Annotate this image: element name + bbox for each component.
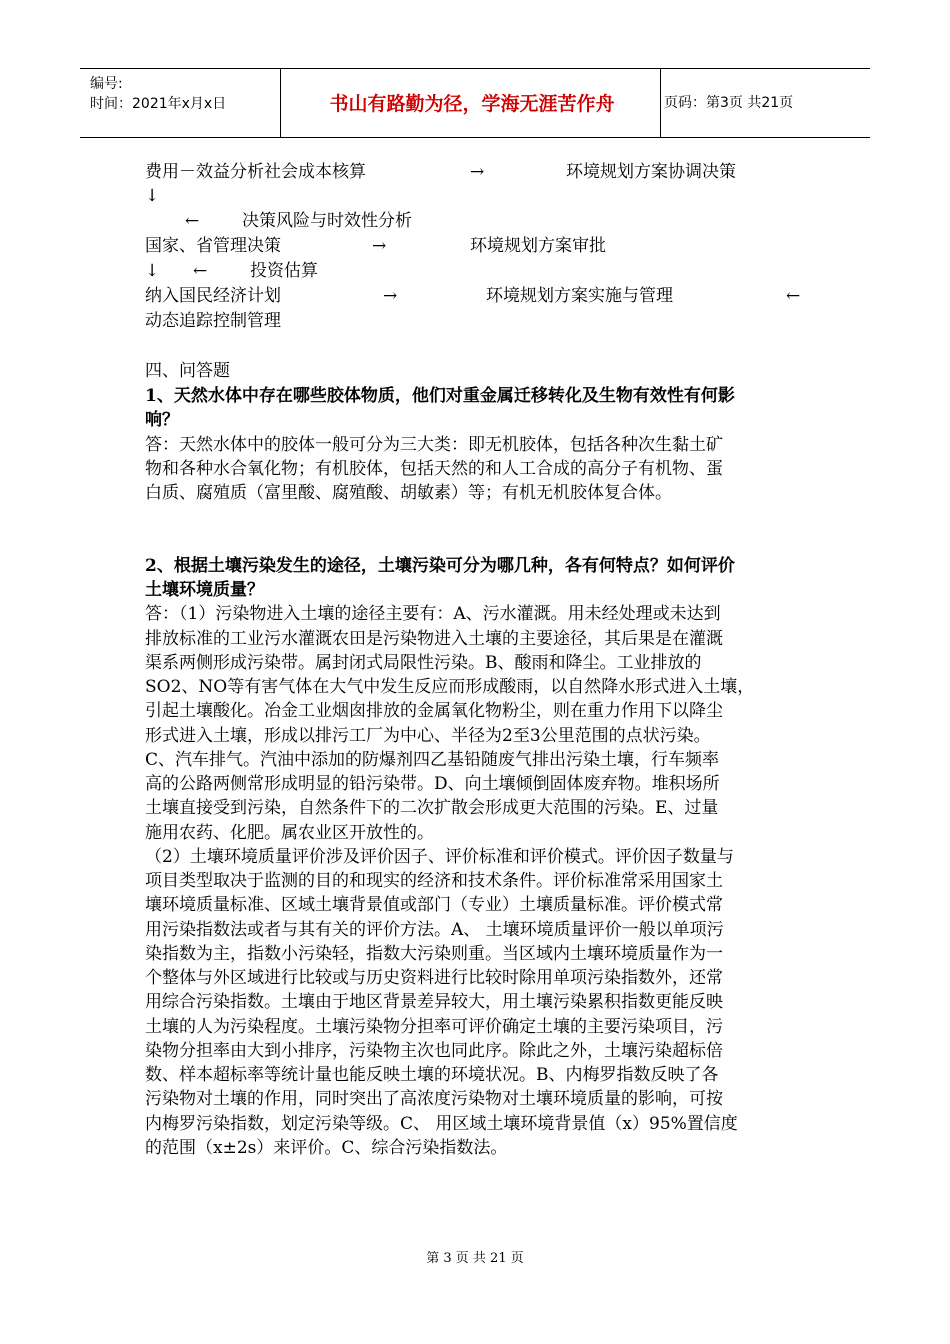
body-line: C、汽车排气。汽油中添加的防爆剂四乙基铅随废气排出污染土壤，行车频率 (145, 749, 720, 770)
header-left (90, 74, 226, 114)
body-line: 染指数为主，指数小污染轻，指数大污染则重。当区域内土壤环境质量作为一 (145, 943, 723, 964)
body-line: 1、天然水体中存在哪些胶体物质，他们对重金属迁移转化及生物有效性有何影 (145, 386, 735, 406)
body-line: 染物分担率由大到小排序，污染物主次也同此序。除此之外，土壤污染超标倍 (145, 1040, 723, 1061)
body-line: 2、根据土壤污染发生的途径，土壤污染可分为哪几种，各有何特点？如何评价 (145, 555, 735, 576)
flow-r6-arrow2: ← (786, 286, 801, 306)
flow-r1-left: 费用－效益分析社会成本核算 (145, 162, 366, 182)
flow-r5-down: ↓ (145, 261, 160, 281)
body-line: 壤环境质量标准、区域土壤背景值或部门（专业）土壤质量标准。评价模式常 (145, 895, 723, 916)
body-line: 高的公路两侧常形成明显的铅污染带。D、向土壤倾倒固体废弃物。堆积场所 (145, 774, 720, 794)
body-line: 土壤直接受到污染，自然条件下的二次扩散会形成更大范围的污染。E、过量 (145, 798, 719, 819)
page-footer: 第 3 页 共 21 页 (426, 1251, 524, 1266)
body-line: SO2、NO等有害气体在大气中发生反应而形成酸雨，以自然降水形式进入土壤， (145, 677, 755, 697)
flow-r1-arrow: → (470, 162, 485, 182)
body-line: 形式进入土壤，形成以排污工厂为中心、半径为2至3公里范围的点状污染。 (145, 725, 711, 746)
body-line: 答：天然水体中的胶体一般可分为三大类：即无机胶体，包括各种次生黏土矿 (145, 434, 723, 455)
body-line: 土壤的人为污染程度。土壤污染物分担率可评价确定土壤的主要污染项目，污 (145, 1016, 723, 1037)
flow-r6-arrow: → (383, 286, 398, 306)
body-line: 用污染指数法或者与其有关的评价方法。A、 土壤环境质量评价一般以单项污 (145, 919, 724, 940)
body-line: 渠系两侧形成污染带。属封闭式局限性污染。B、酸雨和降尘。工业排放的 (145, 652, 702, 673)
header-divider (660, 69, 661, 137)
flow-r6-left: 纳入国民经济计划 (145, 286, 281, 306)
date-label: 时间：2021年x月x日 (90, 96, 227, 112)
body-line: 响？ (145, 410, 179, 431)
body-line: 物和各种水合氧化物；有机胶体，包括天然的和人工合成的高分子有机物、蛋 (145, 458, 723, 479)
flow-r4-left: 国家、省管理决策 (145, 236, 281, 256)
body-line: 内梅罗污染指数，划定污染等级。C、 用区域土壤环境背景值（x）95%置信度 (145, 1113, 738, 1134)
flow-r6-mid: 环境规划方案实施与管理 (486, 286, 673, 306)
flow-r2-down: ↓ (145, 186, 160, 206)
section-title: 四、问答题 (145, 361, 230, 381)
page-header (80, 68, 870, 138)
flow-r3-arrow: ← (185, 211, 200, 231)
body-line: 的范围（x±2s）来评价。C、综合污染指数法。 (145, 1137, 508, 1158)
header-divider (280, 69, 281, 137)
body-line: 施用农药、化肥。属农业区开放性的。 (145, 822, 434, 843)
body-line: 用综合污染指数。土壤由于地区背景差异较大，用土壤污染累积指数更能反映 (145, 992, 723, 1013)
code-label: 编号: (90, 76, 123, 92)
body-line: 项目类型取决于监测的目的和现实的经济和技术条件。评价标准常采用国家土 (145, 871, 723, 891)
flow-r7-text: 动态追踪控制管理 (145, 311, 281, 331)
body-line: 白质、腐殖质（富里酸、腐殖酸、胡敏素）等；有机无机胶体复合体。 (145, 483, 672, 503)
header-motto: 书山有路勤为径，学海无涯苦作舟 (329, 93, 615, 115)
body-line: 排放标准的工业污水灌溉农田是污染物进入土壤的主要途径，其后果是在灌溉 (145, 628, 723, 649)
body-line: 引起土壤酸化。冶金工业烟囱排放的金属氧化物粉尘，则在重力作用下以降尘 (145, 701, 723, 722)
flow-r4-arrow: → (372, 236, 387, 256)
header-page-label: 页码：第3页 共21页 (664, 95, 794, 111)
body-line: 答：（1）污染物进入土壤的途径主要有：A、污水灌溉。用未经处理或未达到 (145, 604, 721, 625)
flow-r4-right: 环境规划方案审批 (470, 236, 606, 256)
flow-r5-text: 投资估算 (250, 261, 318, 281)
body-line: （2）土壤环境质量评价涉及评价因子、评价标准和评价模式。评价因子数量与 (145, 846, 734, 867)
flow-r3-text: 决策风险与时效性分析 (242, 211, 412, 231)
flow-r5-arrow: ← (193, 261, 208, 281)
body-line: 个整体与外区域进行比较或与历史资料进行比较时除用单项污染指数外，还常 (145, 968, 723, 988)
flow-r1-right: 环境规划方案协调决策 (566, 162, 736, 182)
body-line: 土壤环境质量？ (145, 580, 264, 600)
body-line: 数、样本超标率等统计量也能反映土壤的环境状况。B、内梅罗指数反映了各 (145, 1065, 719, 1085)
body-line: 污染物对土壤的作用，同时突出了高浓度污染物对土壤环境质量的影响，可按 (145, 1089, 723, 1110)
